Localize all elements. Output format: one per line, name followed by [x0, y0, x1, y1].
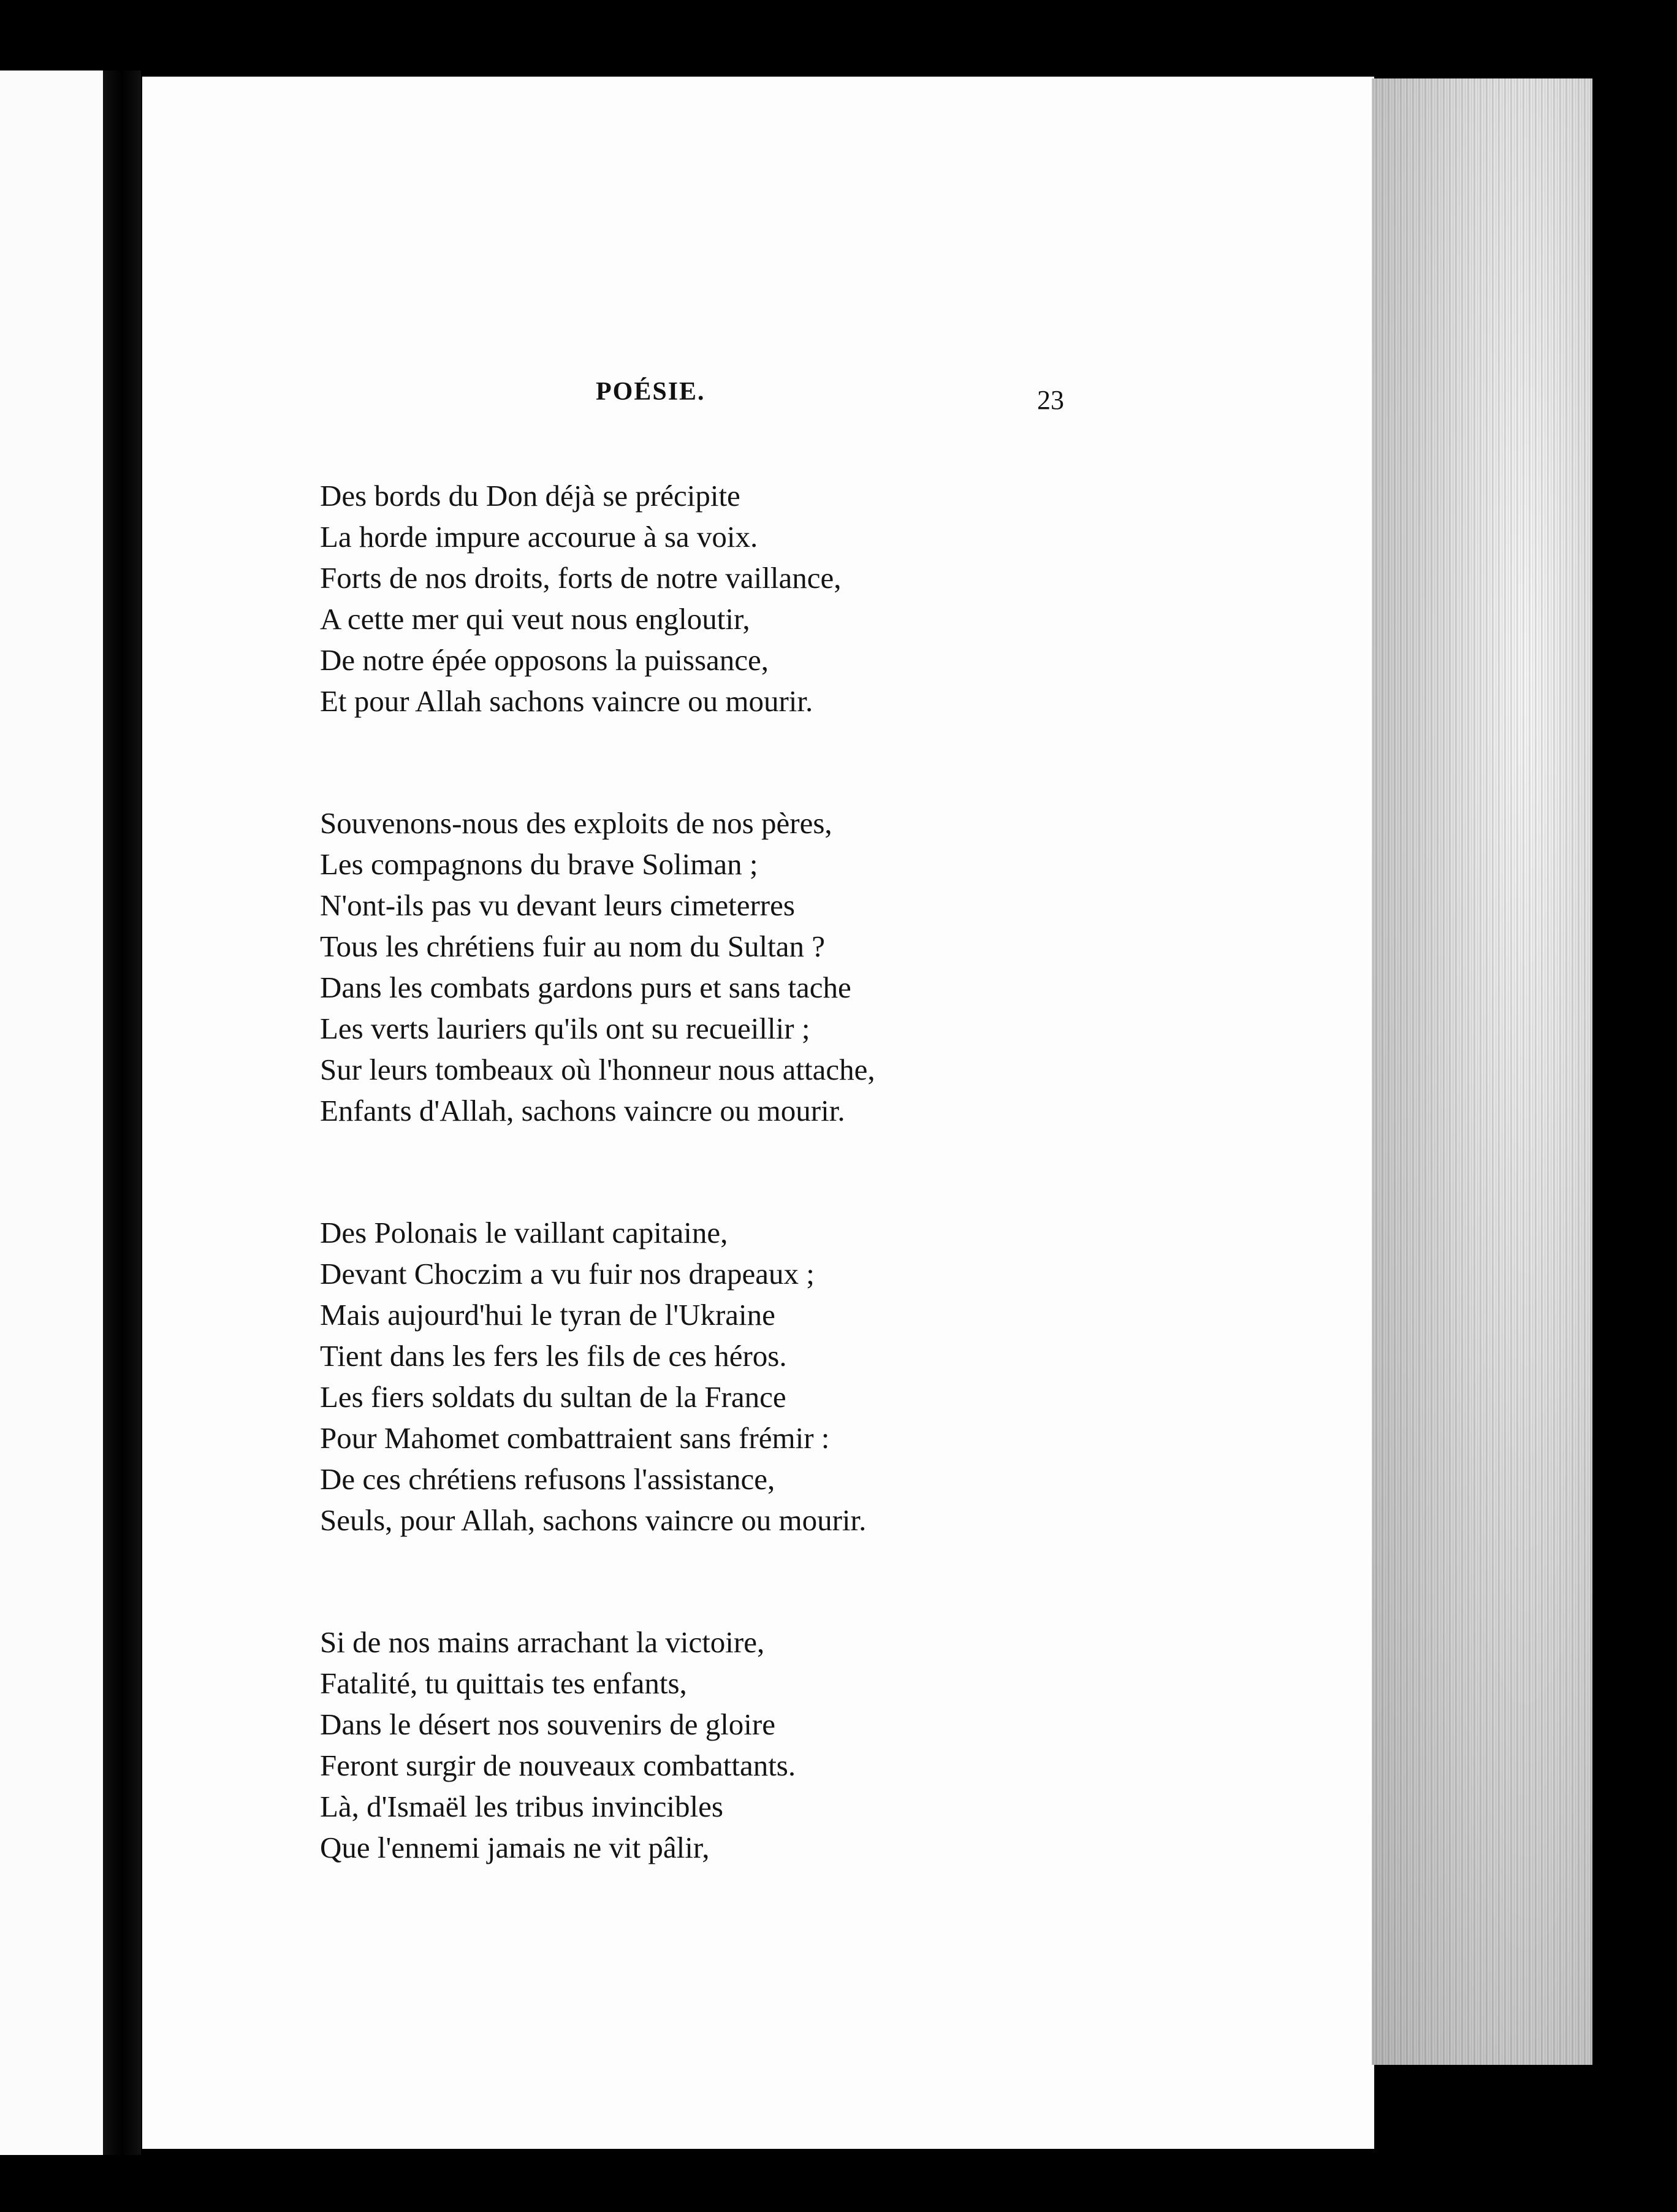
- poem-line: Que l'ennemi jamais ne vit pâlir,: [320, 1831, 710, 1864]
- poem-line: Tous les chrétiens fuir au nom du Sultan ?: [320, 929, 825, 963]
- poem-line: Pour Mahomet combattraient sans frémir :: [320, 1421, 830, 1455]
- page-number: 23: [1037, 385, 1064, 415]
- page-edges-stack: [1372, 78, 1592, 2065]
- poem-line: De ces chrétiens refusons l'assistance,: [320, 1462, 775, 1496]
- poem-line: Et pour Allah sachons vaincre ou mourir.: [320, 684, 813, 718]
- poem-line: Fatalité, tu quittais tes enfants,: [320, 1666, 687, 1700]
- poem-line: Les compagnons du brave Soliman ;: [320, 847, 758, 881]
- poem-line: Devant Choczim a vu fuir nos drapeaux ;: [320, 1257, 815, 1291]
- poem-line: La horde impure accourue à sa voix.: [320, 520, 758, 554]
- poem-line: Dans les combats gardons purs et sans tache: [320, 971, 851, 1004]
- book-page: [142, 77, 1374, 2149]
- poem-stanza: [320, 803, 1239, 1131]
- poem-line: Dans le désert nos souvenirs de gloire: [320, 1707, 775, 1741]
- running-head: POÉSIE.: [596, 378, 705, 406]
- poem-line: Forts de nos droits, forts de notre vaillance,: [320, 561, 842, 595]
- book-gutter: [103, 71, 141, 2155]
- poem-line: Des Polonais le vaillant capitaine,: [320, 1216, 728, 1249]
- poem-line: N'ont-ils pas vu devant leurs cimeterres: [320, 888, 795, 922]
- poem-body: [320, 475, 1239, 1949]
- poem-line: Mais aujourd'hui le tyran de l'Ukraine: [320, 1298, 775, 1332]
- poem-line: Tient dans les fers les fils de ces héros.: [320, 1339, 787, 1373]
- poem-line: Des bords du Don déjà se précipite: [320, 479, 740, 513]
- poem-line: Sur leurs tombeaux où l'honneur nous attache,: [320, 1053, 875, 1086]
- poem-stanza: [320, 475, 1239, 722]
- poem-line: Là, d'Ismaël les tribus invincibles: [320, 1790, 723, 1823]
- poem-line: Enfants d'Allah, sachons vaincre ou mourir.: [320, 1094, 845, 1127]
- poem-line: Feront surgir de nouveaux combattants.: [320, 1749, 796, 1782]
- page-header: [142, 377, 1374, 426]
- poem-line: Les fiers soldats du sultan de la France: [320, 1380, 786, 1414]
- poem-stanza: [320, 1212, 1239, 1541]
- poem-line: Seuls, pour Allah, sachons vaincre ou mourir.: [320, 1503, 867, 1537]
- poem-line: Les verts lauriers qu'ils ont su recueillir ;: [320, 1012, 810, 1045]
- poem-stanza: [320, 1622, 1239, 1868]
- poem-line: Si de nos mains arrachant la victoire,: [320, 1625, 765, 1659]
- left-facing-page: [0, 71, 103, 2155]
- poem-line: Souvenons-nous des exploits de nos pères,: [320, 806, 832, 840]
- poem-line: De notre épée opposons la puissance,: [320, 643, 769, 677]
- poem-line: A cette mer qui veut nous engloutir,: [320, 602, 750, 636]
